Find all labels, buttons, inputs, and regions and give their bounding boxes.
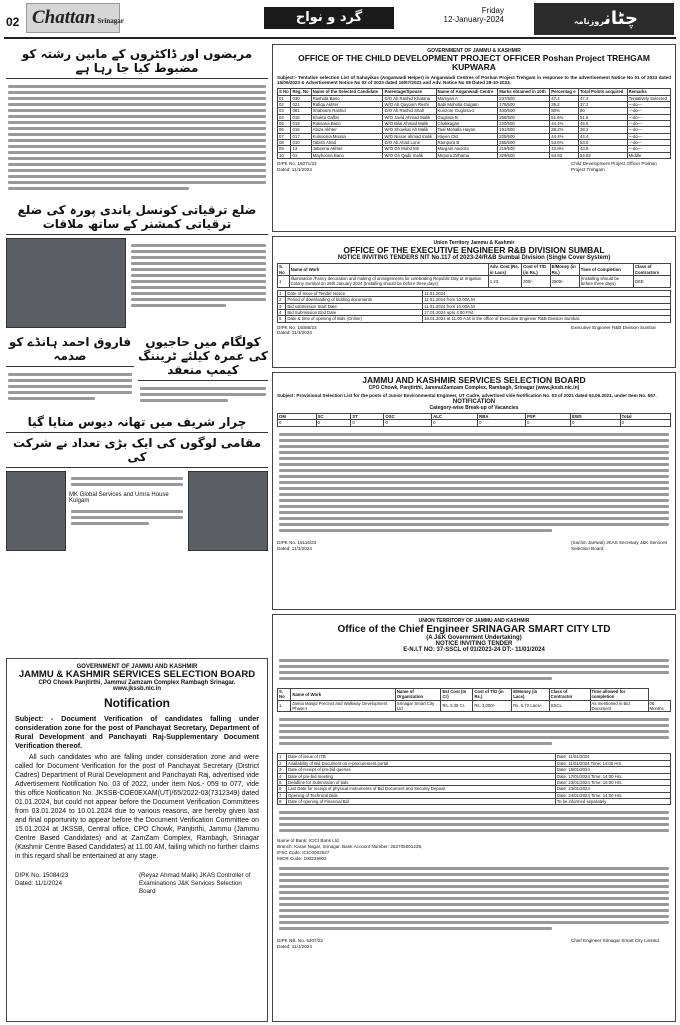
headline-condolence: فاروق احمد ہانڈے کو صدمہ	[6, 332, 134, 367]
cdpo-column-header: Remarks	[627, 89, 670, 95]
cdpo-column-header: Percentag e	[550, 89, 579, 95]
table-cell: 05	[278, 120, 291, 126]
table-cell: Date of receipt of pre-bid queries	[287, 767, 556, 773]
table-cell: ---do---	[627, 146, 670, 152]
headline-charar-sharif: چرار شریف میں تھانہ دیوس منایا گیا	[6, 412, 268, 433]
table-cell: 51.6	[578, 114, 627, 120]
table-cell: Rs. 3.36 Cr.	[441, 700, 473, 712]
smart-column-header: Class of Contractor	[549, 689, 590, 701]
bank-line: Name of Bank: ICICI Bank Ltd.	[277, 838, 340, 844]
sumbal-table	[277, 263, 671, 287]
table-cell: 44.4	[578, 133, 627, 139]
newspaper-logo-left	[26, 3, 124, 33]
article-snippet	[69, 471, 185, 551]
table-cell: D/O Ab Ahad Lone	[383, 140, 436, 146]
table-row	[278, 152, 671, 158]
table-cell: Date: 15/01/2024	[555, 767, 670, 773]
issue-date	[424, 6, 504, 24]
sumbal-column-header: E/Money (in Rs.)	[550, 264, 579, 276]
sumbal-subtitle: NOTICE INVITING TENDERS NIT No.117 of 2023-24/R&B Sumbal Division (Single Cover System)	[337, 255, 611, 262]
headline-ddc-meeting: ضلع ترقیاتی کونسل باندی پورہ کی ضلع ترقیاتی کمشنر کے ساتھ ملاقات	[6, 200, 268, 235]
bottom-website: www.jkssb.nic.in	[112, 686, 162, 693]
page-number: 02	[6, 15, 20, 29]
table-cell: (Installing should be before three days)	[579, 276, 633, 288]
smart-city-notice	[272, 614, 676, 1022]
sumbal-notice	[272, 236, 676, 368]
bottom-dipk: DIPK No. 15084/23	[15, 872, 69, 880]
table-cell: 021	[291, 101, 311, 107]
jkssb-body-text	[277, 427, 671, 538]
article-body-1	[6, 79, 268, 196]
table-cell: D/O Ab Rashid Shah	[383, 108, 436, 114]
headline-patient-doctor: مریضوں اور ڈاکٹروں کے مابین رشتہ کو مضبوط کیا جا رہا ہے	[6, 44, 268, 79]
camp-photo	[6, 471, 66, 551]
table-cell: 016	[291, 127, 311, 133]
table-cell: 37.2	[578, 101, 627, 107]
table-cell: ---do---	[627, 101, 670, 107]
table-cell: 54.83	[578, 152, 627, 158]
snippet-text: MK Global Services and Umra House	[69, 492, 169, 498]
table-cell: W/O Gh Qadir malik	[383, 152, 436, 158]
table-cell: Last Date for receipt of physical instruments of Bid Document and Security Deposit	[287, 786, 556, 792]
smart-column-header: Name of Organization	[395, 689, 441, 701]
article-body-3	[6, 367, 134, 406]
table-cell: 5	[278, 316, 286, 322]
table-cell: Shabnam Rashid	[311, 108, 383, 114]
jkssb-title: JAMMU AND KASHMIR SERVICES SELECTION BOARD	[362, 375, 586, 385]
table-cell: ---do---	[627, 120, 670, 126]
table-cell: 13	[291, 146, 311, 152]
table-cell: Guglosa-B	[436, 114, 498, 120]
masthead	[4, 3, 676, 39]
table-cell: 225/500	[498, 133, 550, 139]
table-cell: 220/500	[498, 120, 550, 126]
sumbal-gov: Union Territory Jammu & Kashmir	[433, 240, 515, 246]
table-cell: 53.6%	[550, 140, 579, 146]
jkssb-notification-heading: NOTIFICATION	[452, 399, 496, 406]
smart-dates-table	[277, 753, 671, 805]
meeting-photo	[6, 238, 126, 328]
table-cell: Ruksana Bano	[311, 120, 383, 126]
table-cell: 80	[578, 108, 627, 114]
jkssb-category-heading: Category-wise Break-up of Vacancies	[429, 405, 519, 412]
table-cell: 5	[278, 779, 287, 785]
category-value: 0	[525, 420, 570, 426]
table-cell: 1	[278, 276, 290, 288]
table-cell: Deadline for Submission of bids	[287, 779, 556, 785]
table-cell: 7	[278, 792, 287, 798]
logo-left-sub: Srinagar	[97, 17, 124, 25]
bottom-body: All such candidates who are falling under consideration zone and were called for Document Verification for the post of Panchayat Secretary (District Cadres) Department of Rural Development and Panchayati Raj, advertised vide Advertisement Notification No. 03 of 2022, under item Nos.- 059 to 077, vide this office Notification No. JKSSB-COE0EXAM(UT)/65/2022-03(7312349) dated 01.01.2024, but could not appear before the Document Verification Committees from 03.01.2024 to 10.01.2024 due to various reasons, are hereby given last and final opportunity to appear before the Document Verification Committee on 15.01.2024 at JKSSB, Central office, CPO Chowk, Panjtirthi, Jammu (Jammu Centre Based Candidates) and at ZamZam Complex, Rambagh, Srinagar (Kashmir Centre Based Candidates) at 11.00 AM, failing which no further claims in this regard shall be entertained at any stage.	[15, 754, 259, 861]
table-cell: Jabeena Akhter	[311, 146, 383, 152]
jkssb-subject: Subject: Provisional Selection List for the posts of Junior Environmental Engineer, UT Cadre, advertised vide Notification No. 03 of 2021 dated 04.06.2021, under Item No. 557.	[277, 393, 657, 399]
table-cell: Illumination /Fancy decoration and making of arrangements for celebrating Republic Day at Irrigation Colony Sumbal on 26th January 2024 (Installing should be before three days)	[289, 276, 488, 288]
category-value: 0	[316, 420, 351, 426]
category-header: Total	[620, 414, 670, 420]
table-cell: Mayhoona Bano	[311, 152, 383, 158]
smart-column-header: S. No	[278, 689, 291, 701]
table-cell: 081	[291, 108, 311, 114]
table-cell: Availability of Bid Document on e-procurement portal	[287, 760, 556, 766]
issue-day: Friday	[481, 6, 504, 15]
table-cell: 1.	[278, 700, 291, 712]
table-cell: 04	[278, 114, 291, 120]
table-cell: 02	[278, 101, 291, 107]
table-cell: 255/500	[498, 140, 550, 146]
table-cell: Kulsooma Moosa	[311, 133, 383, 139]
table-cell: 06 Months	[648, 700, 670, 712]
table-cell: 11.01.2024 from 10.00A.M	[423, 303, 671, 309]
smart-terms-text	[277, 861, 671, 936]
category-header: EWS	[571, 414, 621, 420]
table-cell: Date & time of opening of Bids (Online)	[286, 316, 423, 322]
table-cell: 010	[291, 140, 311, 146]
table-cell: 01	[291, 152, 311, 158]
table-cell: 17.01.2024 upto 4.00 P.M.	[423, 309, 671, 315]
sumbal-title: OFFICE OF THE EXECUTIVE ENGINEER R&B DIVISION SUMBAL	[343, 245, 605, 255]
table-cell: 176/500	[498, 101, 550, 107]
table-cell: Jamia Masjid Precinct and Walkway Development Phase-I	[291, 700, 395, 712]
smart-body-text	[277, 712, 671, 751]
category-value: 0	[432, 420, 478, 426]
cdpo-notice	[272, 44, 676, 232]
table-cell: 43.8%	[550, 146, 579, 152]
sumbal-dates-table	[277, 290, 671, 323]
cdpo-subject: Subject:- Tentative selection List of Sahayikas (Anganwadi Helper) in Anganwadi Centres of Poshan Project Trehgam in response to the advertisement Notice No 01 of 2023 dated 15/05/2023 & Advertisement Notice No 02 of 2023 dated 19/07/2023 and Adv. Notice No 08 Dated 28-10-2023.	[277, 74, 671, 86]
table-cell: W/O Gh Mohd Mir	[383, 146, 436, 152]
table-cell: 38.2	[578, 127, 627, 133]
table-cell: 53.6	[578, 140, 627, 146]
table-cell: 1	[278, 754, 287, 760]
table-cell: Date: 11/01/2024	[555, 754, 670, 760]
table-cell: Date: 24/01/2024 Time: 14:00 Hrs.	[555, 792, 670, 798]
table-cell: 38.2%	[550, 127, 579, 133]
smart-bank-details	[277, 838, 671, 861]
table-cell: To be informed separately	[555, 798, 670, 804]
table-cell: Babi Moholla Gulgam	[436, 101, 498, 107]
snippet-place: Kulgam	[69, 498, 90, 504]
jkssb-dipk: DIPK No. 15116/23	[277, 539, 317, 545]
issue-date-text: 12-January-2024	[443, 15, 504, 24]
table-cell: 329/600	[498, 152, 550, 158]
article-body-2	[129, 238, 268, 328]
table-cell: W/O Bilal Ahmad Malik	[383, 120, 436, 126]
table-cell: W/O Ab Qayoom Reshi	[383, 101, 436, 107]
cdpo-column-header: Total Points acquired	[578, 89, 627, 95]
jkssb-dated: Dated: 11/1/2024	[277, 545, 312, 551]
cdpo-dipk: DIPK No. 15071/23	[277, 161, 317, 167]
category-header: ST	[351, 414, 384, 420]
table-cell: ---do---	[627, 133, 670, 139]
table-cell: DEE	[633, 276, 670, 288]
table-cell: 44.4%	[550, 133, 579, 139]
smart-dated: Dated: 11/1/2024	[277, 943, 312, 949]
sumbal-column-header: Time of Completion	[579, 264, 633, 276]
smart-title: Office of the Chief Engineer SRINAGAR SMART CITY LTD	[337, 624, 611, 635]
table-cell: Rafiqa Akhter	[311, 101, 383, 107]
urdu-news-column	[6, 44, 268, 655]
table-cell: Date: 23/01/2024 Time: 16:00 Hrs.	[555, 779, 670, 785]
table-cell: 2500/-	[550, 276, 579, 288]
table-cell: Taal Mohalla Hayan	[436, 127, 498, 133]
jkssb-category-table	[277, 413, 671, 427]
table-cell: 54.83	[550, 152, 579, 158]
table-cell: Kunzore Guglosa-2	[436, 108, 498, 114]
jkssb-signature: (Sachin Jamwal) JKAS Secretary J&K Services Selection Board	[571, 539, 668, 551]
table-cell: 44.4%	[550, 120, 579, 126]
logo-left-text: Chattan	[32, 7, 96, 28]
table-cell: Tentatively Selected	[627, 95, 670, 101]
category-value: 0	[620, 420, 670, 426]
cdpo-column-header: Parentage/Spouse	[383, 89, 436, 95]
smart-table	[277, 688, 671, 712]
table-cell: 2	[278, 760, 287, 766]
category-header: RBA	[478, 414, 526, 420]
jkssb-address: CPO Chowk, Panjtirthi, Jammu/Zamzam Complex, Rambagh, Srinagar (www.jkssb.nic.in)	[368, 385, 580, 392]
category-header: ALC	[432, 414, 478, 420]
table-cell: 3	[278, 767, 287, 773]
table-cell: Date of opening of Financial Bid	[287, 798, 556, 804]
smart-column-header: Est Cost (In Cr)	[441, 689, 473, 701]
cdpo-table	[277, 88, 671, 159]
gathering-photo	[188, 471, 268, 551]
table-cell: Rs. 6.72 Lacs/-	[512, 700, 549, 712]
table-cell: Date: 23/01/2024	[555, 786, 670, 792]
headline-locals: مقامی لوگوں کی ایک بڑی تعداد نے شرکت کی	[6, 433, 268, 468]
category-header: OM	[278, 414, 317, 420]
cdpo-column-header: Name of the Selected Candidate	[311, 89, 383, 95]
table-cell: 01	[278, 95, 291, 101]
sumbal-signature: Executive Engineer R&B Division Sumbal	[571, 324, 656, 330]
table-cell: 03	[278, 108, 291, 114]
table-cell: Hayen Old	[436, 133, 498, 139]
table-cell: 2	[278, 297, 286, 303]
table-cell: Srinagar Smart City Ltd	[395, 700, 441, 712]
table-cell: ---do---	[627, 114, 670, 120]
table-cell: ---do---	[627, 140, 670, 146]
table-cell: Tabish Ahad	[311, 140, 383, 146]
section-title: گرد و نواح	[264, 7, 394, 29]
table-cell: Bid Submission End Date	[286, 309, 423, 315]
table-cell: Rs. 3,000/-	[473, 700, 512, 712]
table-cell: Date of pre-bid meeting	[287, 773, 556, 779]
smart-sub3: E-N.I.T NO: 37-SSCL of 01/2023-24 DT:- 11/01/2024	[403, 647, 545, 653]
table-cell: Chakkagan	[436, 120, 498, 126]
table-cell: 4	[278, 773, 287, 779]
table-cell: Period of downloading of bidding documents	[286, 297, 423, 303]
table-cell: Date of Issue of Tender Notice	[286, 290, 423, 296]
category-value: 0	[478, 420, 526, 426]
category-value: 0	[278, 420, 317, 426]
category-header: SC	[316, 414, 351, 420]
smart-gov: UNION TERRITORY OF JAMMU AND KASHMIR	[418, 618, 530, 624]
bottom-title: JAMMU & KASHMIR SERVICES SELECTION BOARD	[18, 669, 256, 680]
cdpo-signature: Child Development Project Officer Poshan Project Trehgam	[571, 161, 657, 172]
article-body-4	[138, 381, 268, 408]
table-cell: Date: 11/01/2024 Time: 14:00 Hrs.	[555, 760, 670, 766]
category-value: 0	[571, 420, 621, 426]
bottom-subject: Subject: - Document Verification of candidates falling under consideration zone for the post of Panchayat Secretary, Department of Rural Development and Panchayati Raj-Supplementary Document Verification thereof.	[15, 714, 259, 751]
jkssb-jee-notice	[272, 372, 676, 610]
table-cell: 06	[278, 127, 291, 133]
cdpo-column-header: Reg. No	[291, 89, 311, 95]
table-cell: 6	[278, 786, 287, 792]
table-cell: 45.6	[578, 120, 627, 126]
table-cell: 200/-	[522, 276, 550, 288]
bank-line: IFSC Code: ICIC0002527	[277, 849, 330, 855]
table-cell: W/O Javid Ahmad Malik	[383, 114, 436, 120]
bottom-signature: (Reyaz Ahmad Malik) JKAS Controller of Examinations J&K Services Selection Board	[139, 872, 251, 895]
table-cell: W/O Showkat Ah Malik	[383, 127, 436, 133]
bottom-address: CPO Chowk Panjtirthi, Jammu/ Zamzam Complex Rambagh Srinagar.	[38, 680, 236, 687]
category-header: PSP	[525, 414, 570, 420]
table-row	[278, 798, 671, 804]
table-cell: Date of issue of ITB	[287, 754, 556, 760]
table-cell: SSCL	[549, 700, 590, 712]
table-cell: Rampora B	[436, 140, 498, 146]
table-cell: 51.6%	[550, 114, 579, 120]
headline-umrah-camp: کولگام میں حاجیوں کی عمرہ کیلئے ٹریننگ کیمپ منعقد	[138, 332, 268, 381]
table-cell: 237/500	[498, 95, 550, 101]
sumbal-column-header: S. No	[278, 264, 290, 276]
table-cell: ---do---	[627, 108, 670, 114]
table-cell: 43.8	[578, 146, 627, 152]
table-cell: 3	[278, 303, 286, 309]
cdpo-dated: Dated: 11/1/2024	[277, 166, 312, 172]
table-cell: 8	[278, 798, 287, 804]
sumbal-column-header: Cost of T/D (in Rs.)	[522, 264, 550, 276]
logo-right-text: چٹان	[604, 8, 639, 29]
table-cell: 017	[291, 133, 311, 139]
category-value: 0	[351, 420, 384, 426]
table-cell: 10	[278, 152, 291, 158]
sumbal-column-header: Name of Work	[289, 264, 488, 276]
table-cell: 47.4	[550, 95, 579, 101]
category-header: OSC	[384, 414, 432, 420]
smart-column-header: Time allowed for completion	[590, 689, 648, 701]
sumbal-dipk: DIPK No. 15086/23	[277, 324, 317, 330]
table-cell: Bid submission Start Date	[286, 303, 423, 309]
table-cell: Mirpora Zirhama	[436, 152, 498, 158]
table-cell: Mamyari A	[436, 95, 498, 101]
table-cell: D/O Ab Rashid Khatana	[383, 95, 436, 101]
smart-column-header: Name of Work	[291, 689, 395, 701]
smart-intro-text	[277, 653, 671, 686]
table-cell: 1	[278, 290, 286, 296]
table-cell: 258/500	[498, 114, 550, 120]
table-cell: 030	[291, 95, 311, 101]
table-row	[278, 316, 671, 322]
cdpo-column-header: S No	[278, 89, 291, 95]
newspaper-logo-right	[534, 3, 674, 35]
smart-dipk: DIPK NB. No. 5307/23	[277, 938, 323, 944]
table-cell: 019	[291, 120, 311, 126]
cdpo-gov: GOVERNMENT OF JAMMU & KASHMIR	[427, 48, 521, 54]
table-cell: 08	[278, 140, 291, 146]
table-cell: 219/500	[498, 146, 550, 152]
table-cell: 47.4	[578, 95, 627, 101]
smart-sub2: NOTICE INVITING TENDER	[435, 641, 513, 647]
cdpo-column-header: Marks obtained in 10th	[498, 89, 550, 95]
sumbal-column-header: Class of Contractors	[633, 264, 670, 276]
table-cell: 191/500	[498, 127, 550, 133]
table-cell: W/O Nissar ahmad malik	[383, 133, 436, 139]
bank-line: MICR Code: 190229002	[277, 855, 327, 861]
bottom-gov: GOVERNMENT OF JAMMU AND KASHMIR	[76, 664, 198, 670]
table-cell: ---do---	[627, 127, 670, 133]
table-cell: Abiza Akhter	[311, 127, 383, 133]
table-cell: 4	[278, 309, 286, 315]
sumbal-dated: Dated: 11/1/2024	[277, 330, 312, 336]
smart-sub1: (A J&K Government Undertaking)	[426, 635, 522, 641]
table-cell: 015	[291, 114, 311, 120]
table-cell: 07	[278, 133, 291, 139]
table-cell: 09	[278, 146, 291, 152]
smart-column-header: Cost of T/D (in Rs.)	[473, 689, 512, 701]
smart-column-header: E/Money (in Lacs)	[512, 689, 549, 701]
cdpo-title: OFFICE OF THE CHILD DEVELOPMENT PROJECT OFFICER Poshan Project TREHGAM KUPWARA	[298, 53, 650, 73]
table-cell: 18.01.2024 at 11.00 A.M in the office of Executive Engineer R&B Division Sumbal.	[423, 316, 671, 322]
category-value: 0	[384, 420, 432, 426]
table-cell: Shokta Gaffar	[311, 114, 383, 120]
table-cell: Date: 17/01/2024 Time: 14:00 Hrs.	[555, 773, 670, 779]
cdpo-column-header: Name of Anganwadi Centre	[436, 89, 498, 95]
table-cell: Margam Awoora	[436, 146, 498, 152]
table-cell: Opening of Technical Bids	[287, 792, 556, 798]
smart-signature: Chief Engineer Srinagar Smart City Limited.	[571, 938, 661, 944]
table-cell: As mentioned in Bid Document	[590, 700, 648, 712]
bank-line: Branch: Karan Nagar, Srinagar. Bank Account Number: 252705001239,	[277, 844, 423, 850]
bottom-dated: Dated: 11/1/2024	[15, 879, 63, 887]
sumbal-column-header: Adv. Cost (Rs. in Lacs)	[488, 264, 521, 276]
table-cell: 400/500	[498, 108, 550, 114]
table-cell: 80%	[550, 108, 579, 114]
table-cell: 11.01.2024	[423, 290, 671, 296]
smart-conditions-text	[277, 805, 671, 838]
bottom-notification-heading: Notification	[104, 696, 170, 711]
table-cell: 35.2	[550, 101, 579, 107]
table-cell: 1.23	[488, 276, 521, 288]
logo-right-sub: روزنامہ	[573, 17, 605, 26]
table-cell: 11.01.2024 from 10.00A.M	[423, 297, 671, 303]
table-cell: Middle	[627, 152, 670, 158]
jkssb-panchayat-notice	[6, 658, 268, 1022]
table-cell: Rashida Bano	[311, 95, 383, 101]
